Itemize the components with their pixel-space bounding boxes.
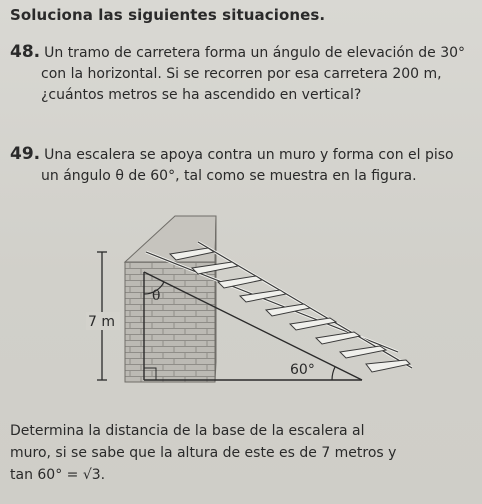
problem-48-line-1: Un tramo de carretera forma un ángulo de elevación de 30° bbox=[44, 45, 466, 61]
problem-49 bbox=[10, 144, 472, 187]
brick-wall-front bbox=[125, 262, 215, 382]
base-angle-label: 60° bbox=[290, 362, 315, 378]
problem-49-line-1: Una escalera se apoya contra un muro y forma con el piso bbox=[44, 147, 454, 163]
problem-48-line-3: ¿cuántos metros se ha ascendido en vertical? bbox=[41, 87, 362, 103]
theta-label: θ bbox=[152, 288, 161, 304]
height-label: 7 m bbox=[88, 314, 115, 330]
problem-49-question bbox=[10, 420, 472, 486]
problem-48 bbox=[10, 42, 472, 106]
problem-48-line-2: con la horizontal. Si se recorren por esa carretera 200 m, bbox=[41, 66, 442, 82]
question-line-2: muro, si se sabe que la altura de este es de 7 metros y bbox=[10, 445, 397, 461]
ladder-wall-figure bbox=[80, 202, 420, 412]
page-heading: Soluciona las siguientes situaciones. bbox=[10, 6, 326, 24]
problem-49-number: 49. bbox=[10, 144, 41, 164]
problem-49-line-2: un ángulo θ de 60°, tal como se muestra en la figura. bbox=[41, 168, 417, 184]
brick-wall-side bbox=[215, 216, 216, 382]
problem-48-number: 48. bbox=[10, 42, 41, 62]
question-line-1: Determina la distancia de la base de la escalera al bbox=[10, 423, 365, 439]
base-angle-arc bbox=[332, 367, 335, 380]
question-line-3: tan 60° = √3. bbox=[10, 467, 106, 483]
